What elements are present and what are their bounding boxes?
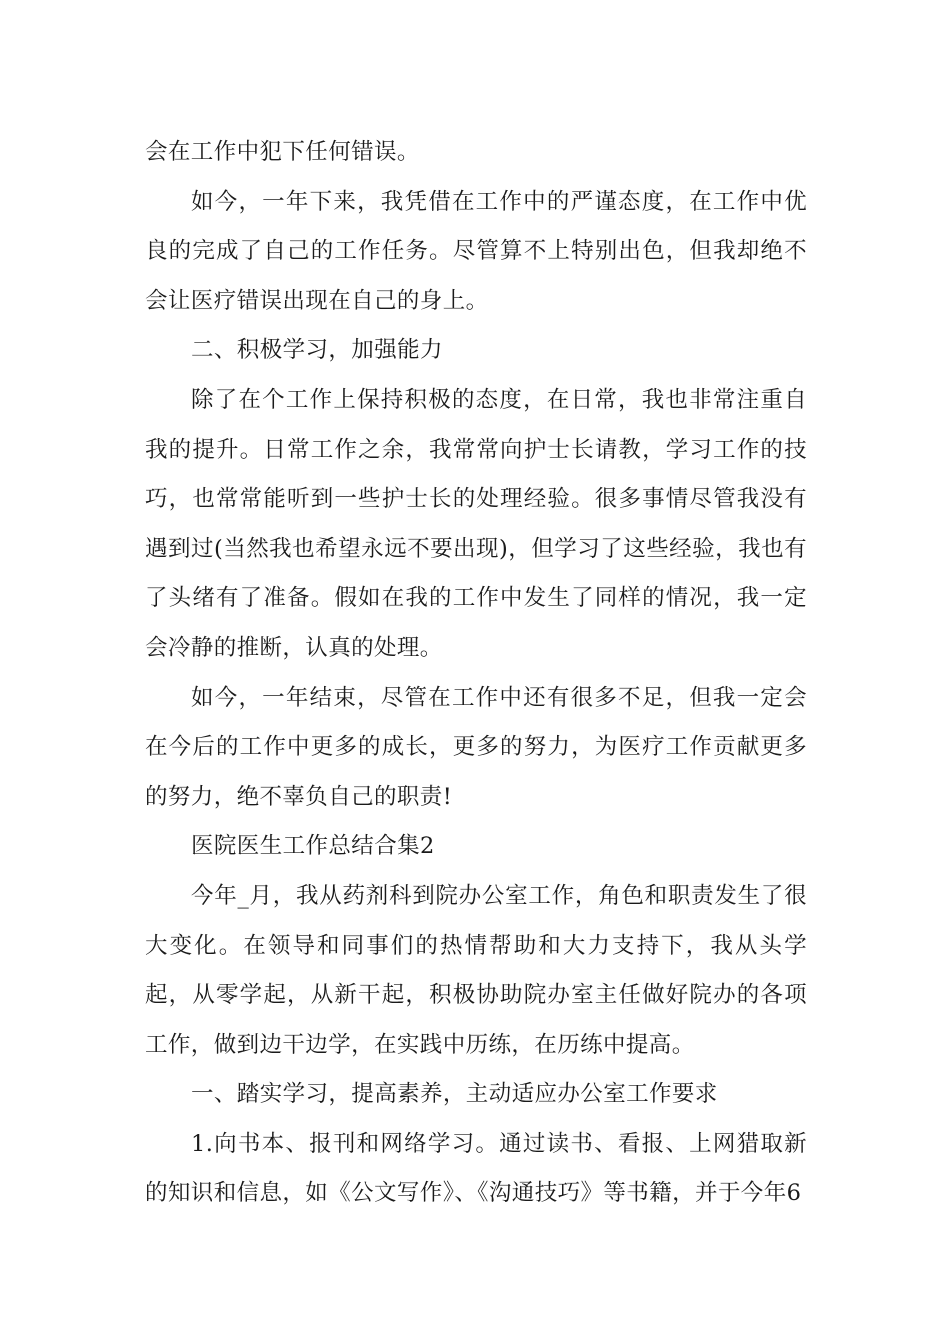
section-heading: 二、积极学习，加强能力 <box>191 337 443 364</box>
article-title: 医院医生工作总结合集2 <box>191 833 435 860</box>
paragraph-continuation: 会在工作中犯下任何错误。 <box>145 139 420 165</box>
paragraph: 除了在个工作上保持积极的态度，在日常，我也非常注重自我的提升。日常工作之余，我常常向护士长请教，学习工作的技巧，也常常能听到一些护士长的处理经验。很多事情尽管我没有遇到过(当然我也希望永远不要出现)，但学习了这些经验，我也有了头绪有了准备。假如在我的工作中发生了同样的情况，我一定会冷静的推断，认真的处理。 <box>145 386 807 661</box>
paragraph: 今年_月，我从药剂科到院办公室工作，角色和职责发生了很大变化。在领导和同事们的热情帮助和大力支持下，我从头学起，从零学起，从新干起，积极协助院办室主任做好院办的各项工作，做到边干边学，在实践中历练，在历练中提高。 <box>145 882 807 1058</box>
paragraph: 如今，一年下来，我凭借在工作中的严谨态度，在工作中优良的完成了自己的工作任务。尽管算不上特别出色，但我却绝不会让医疗错误出现在自己的身上。 <box>145 188 807 314</box>
document-body <box>145 128 807 1219</box>
paragraph: 如今，一年结束，尽管在工作中还有很多不足，但我一定会在今后的工作中更多的成长，更多的努力，为医疗工作贡献更多的努力，绝不辜负自己的职责! <box>145 684 807 810</box>
section-heading: 一、踏实学习，提高素养，主动适应办公室工作要求 <box>191 1081 718 1108</box>
paragraph: 1.向书本、报刊和网络学习。通过读书、看报、上网猎取新的知识和信息，如《公文写作》、《沟通技巧》等书籍，并于今年6 <box>145 1130 807 1207</box>
